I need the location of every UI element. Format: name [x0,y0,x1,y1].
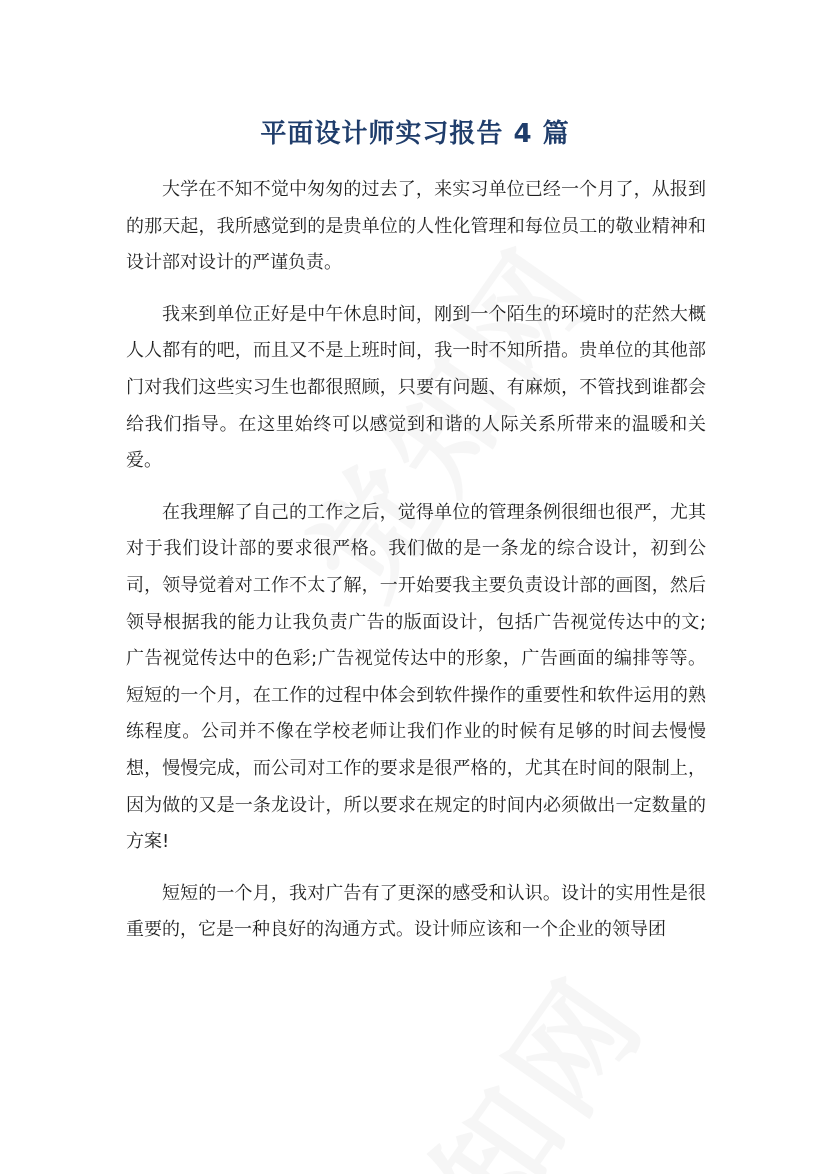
paragraph-4: 短短的一个月，我对广告有了更深的感受和认识。设计的实用性是很重要的，它是一种良好的沟通方式。设计师应该和一个企业的领导团 [126,882,706,941]
document-title: 平面设计师实习报告 4 篇 [260,119,570,149]
paragraph-2: 我来到单位正好是中午休息时间，刚到一个陌生的环境时的茫然大概人人都有的吧，而且又不是上班时间，我一时不知所措。贵单位的其他部门对我们这些实习生也都很照顾，只要有问题、有麻烦，不管找到谁都会给我们指导。在这里始终可以感觉到和谐的人际关系所带来的温暖和关爱。 [126,303,706,472]
document-body [126,172,706,964]
watermark [313,937,678,1174]
paragraph-1: 大学在不知不觉中匆匆的过去了，来实习单位已经一个月了，从报到的那天起，我所感觉到的是贵单位的人性化管理和每位员工的敬业精神和设计部对设计的严谨负责。 [126,179,706,274]
paragraph-3: 在我理解了自己的工作之后，觉得单位的管理条例很细也很严，尤其对于我们设计部的要求很严格。我们做的是一条龙的综合设计，初到公司，领导觉着对工作不太了解，一开始要我主要负责设计部的画图，然后领导根据我的能力让我负责广告的版面设计，包括广告视觉传达中的文;广告视觉传达中的色彩;广告视觉传达中的形象，广告画面的编排等等。短短的一个月，在工作的过程中体会到软件操作的重要性和软件运用的熟练程度。公司并不像在学校老师让我们作业的时候有足够的时间去慢慢想，慢慢完成，而公司对工作的要求是很严格的，尤其在时间的限制上，因为做的又是一条龙设计，所以要求在规定的时间内必须做出一定数量的方案! [126,501,706,853]
